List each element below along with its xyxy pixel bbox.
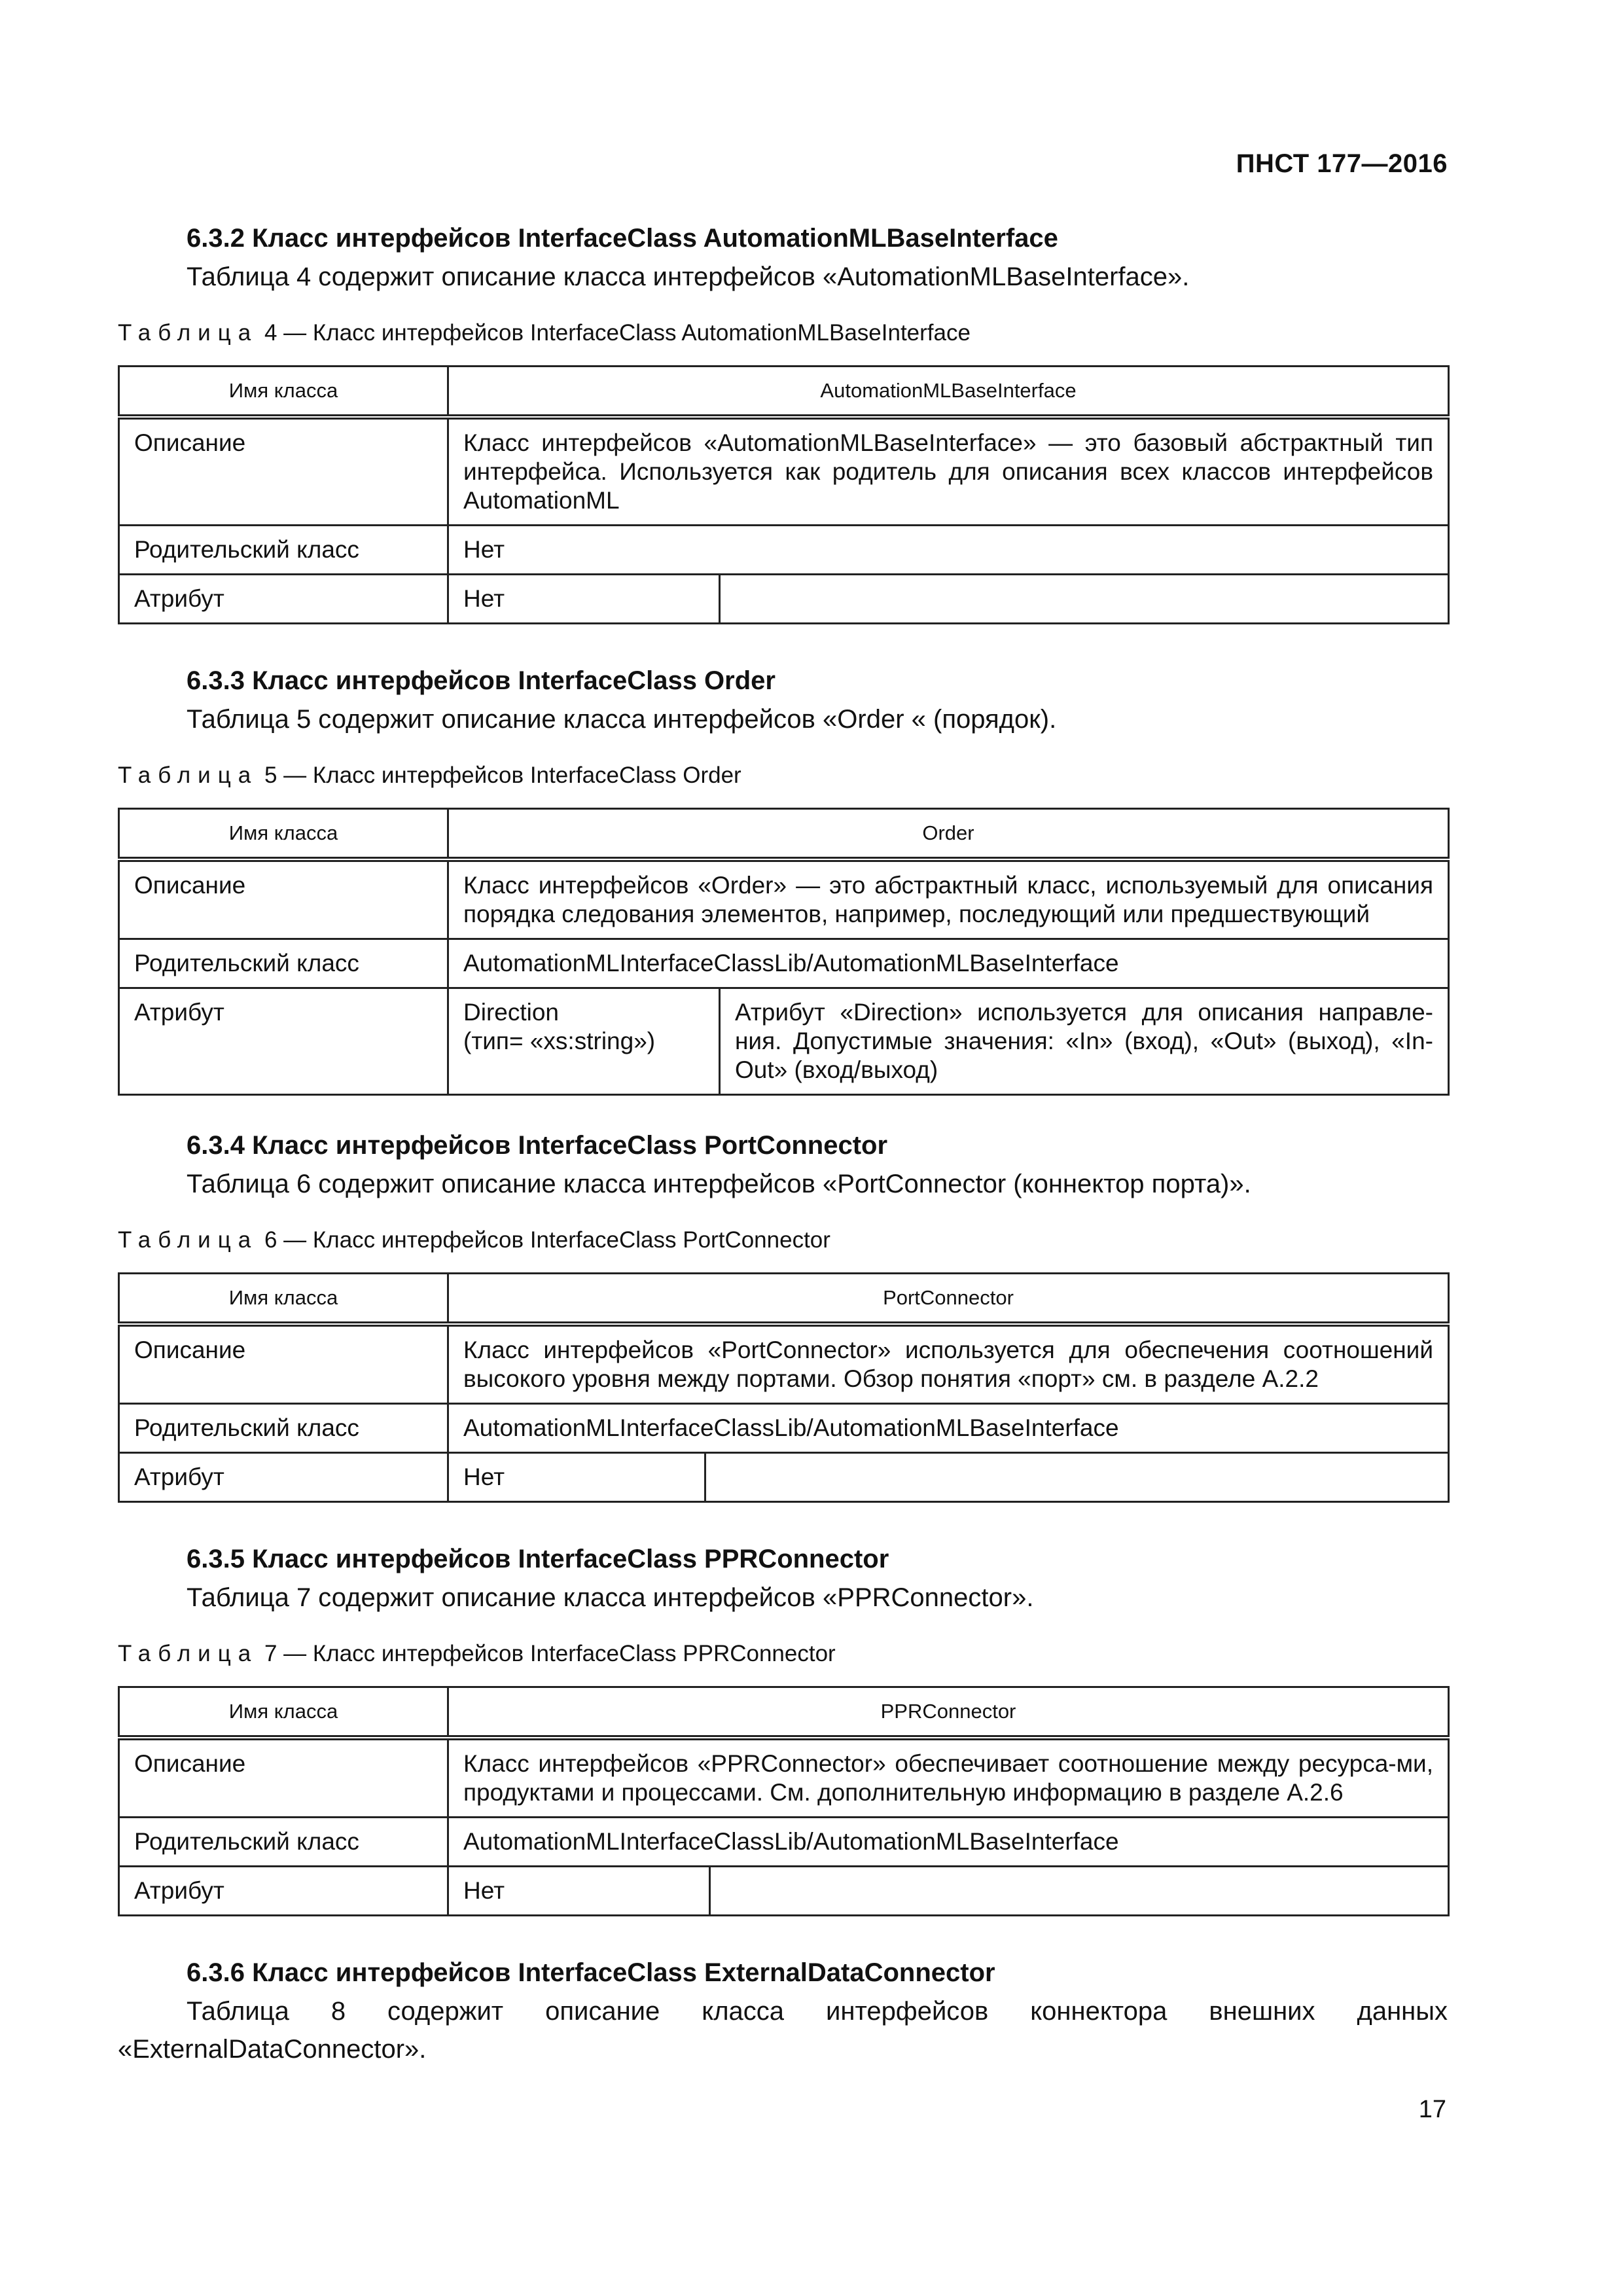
attribute-description [720,575,1449,624]
header-label-cell: Имя класса [119,809,448,860]
attribute-name: Нет [448,1867,710,1916]
row-value: AutomationMLInterfaceClassLib/AutomationMLBaseInterface [448,1818,1449,1867]
table-caption-text: 7 — Класс интерфейсов InterfaceClass PPRConnector [264,1641,836,1666]
table-row-attribute [119,575,1449,624]
table-caption-word: Таблица [118,762,259,788]
table-caption-text: 5 — Класс интерфейсов InterfaceClass Order [264,762,741,788]
section-6-3-2 [118,219,1448,624]
table-row-attribute [119,1453,1449,1502]
attribute-name: Нет [448,1453,705,1502]
table-caption-text: 6 — Класс интерфейсов InterfaceClass PortConnector [264,1227,830,1253]
section-6-3-3 [118,661,1448,1096]
table-row-parent [119,939,1449,988]
table-caption-text: 4 — Класс интерфейсов InterfaceClass AutomationMLBaseInterface [264,320,971,346]
section-heading: 6.3.2 Класс интерфейсов InterfaceClass AutomationMLBaseInterface [187,224,1058,253]
attribute-type: (тип= «xs:string») [463,1028,656,1054]
table-row-description [119,859,1449,939]
row-label: Описание [119,859,448,939]
header-label-cell: Имя класса [119,1687,448,1738]
section-intro: Таблица 8 содержит описание класса интерфейсов коннектора внешних данных «ExternalDataConnector». [118,1997,1448,2064]
header-label-cell: Имя класса [119,367,448,418]
section-intro: Таблица 6 содержит описание класса интерфейсов «PortConnector (коннектор порта)». [187,1170,1251,1198]
row-label: Атрибут [119,1867,448,1916]
header-value-cell: AutomationMLBaseInterface [448,367,1449,418]
table-row-description [119,1738,1449,1818]
page-number: 17 [1418,2096,1446,2123]
table-row-parent [119,1404,1449,1453]
attribute-description: Атрибут «Direction» используется для описания направле-ния. Допустимые значения: «In» (вход), «Out» (выход), «In-Out» (вход/выход) [720,988,1449,1095]
row-value: AutomationMLInterfaceClassLib/AutomationMLBaseInterface [448,1404,1449,1453]
row-value: AutomationMLInterfaceClassLib/AutomationMLBaseInterface [448,939,1449,988]
section-intro: Таблица 5 содержит описание класса интерфейсов «Order « (порядок). [187,705,1057,734]
table-header-row [119,809,1449,860]
attribute-description [705,1453,1449,1502]
class-table [118,365,1450,624]
section-intro: Таблица 4 содержит описание класса интерфейсов «AutomationMLBaseInterface». [187,262,1190,291]
table-caption [118,1639,1448,1669]
header-value-cell: PPRConnector [448,1687,1449,1738]
class-table [118,808,1450,1096]
table-caption [118,318,1448,348]
header-value-cell: Order [448,809,1449,860]
section-6-3-5 [118,1539,1448,1916]
row-value: Класс интерфейсов «AutomationMLBaseInterface» — это базовый абстрактный тип интерфейса. Используется как родитель для описания всех классов интерфейсов AutomationML [448,417,1449,526]
attribute-description [710,1867,1449,1916]
table-header-row [119,1687,1449,1738]
row-label: Описание [119,1738,448,1818]
table-caption [118,1225,1448,1255]
table-row-parent [119,1818,1449,1867]
attribute-name: Direction [463,999,559,1026]
table-caption-word: Таблица [118,320,259,346]
row-label: Атрибут [119,988,448,1095]
class-table [118,1272,1450,1503]
document-designation: ПНСТ 177—2016 [1236,149,1448,178]
table-header-row [119,367,1449,418]
table-header-row [119,1274,1449,1325]
row-value: Класс интерфейсов «Order» — это абстрактный класс, используемый для описания порядка следования элементов, например, последующий или предшествующий [448,859,1449,939]
table-caption-word: Таблица [118,1641,259,1666]
row-label: Атрибут [119,1453,448,1502]
class-table [118,1686,1450,1916]
attribute-name-cell [448,988,720,1095]
row-value: Класс интерфейсов «PortConnector» используется для обеспечения соотношений высокого уровня между портами. Обзор понятия «порт» см. в разделе А.2.2 [448,1324,1449,1404]
row-label: Родительский класс [119,939,448,988]
table-caption-word: Таблица [118,1227,259,1253]
section-6-3-6 [118,1953,1448,2068]
row-value: Нет [448,526,1449,575]
row-label: Родительский класс [119,526,448,575]
section-6-3-4 [118,1126,1448,1503]
attribute-name: Нет [448,575,720,624]
table-row-parent [119,526,1449,575]
table-caption [118,761,1448,791]
section-heading: 6.3.5 Класс интерфейсов InterfaceClass PPRConnector [187,1545,889,1573]
row-label: Родительский класс [119,1818,448,1867]
row-label: Описание [119,417,448,526]
header-value-cell: PortConnector [448,1274,1449,1325]
table-row-attribute [119,1867,1449,1916]
section-heading: 6.3.4 Класс интерфейсов InterfaceClass PortConnector [187,1131,888,1160]
row-label: Родительский класс [119,1404,448,1453]
table-row-description [119,1324,1449,1404]
row-label: Описание [119,1324,448,1404]
section-intro: Таблица 7 содержит описание класса интерфейсов «PPRConnector». [187,1583,1034,1612]
header-label-cell: Имя класса [119,1274,448,1325]
section-heading: 6.3.6 Класс интерфейсов InterfaceClass ExternalDataConnector [187,1958,995,1987]
section-heading: 6.3.3 Класс интерфейсов InterfaceClass Order [187,666,776,695]
table-row-attribute [119,988,1449,1095]
row-label: Атрибут [119,575,448,624]
row-value: Класс интерфейсов «PPRConnector» обеспечивает соотношение между ресурса-ми, продуктами и процессами. См. дополнительную информацию в разделе А.2.6 [448,1738,1449,1818]
table-row-description [119,417,1449,526]
